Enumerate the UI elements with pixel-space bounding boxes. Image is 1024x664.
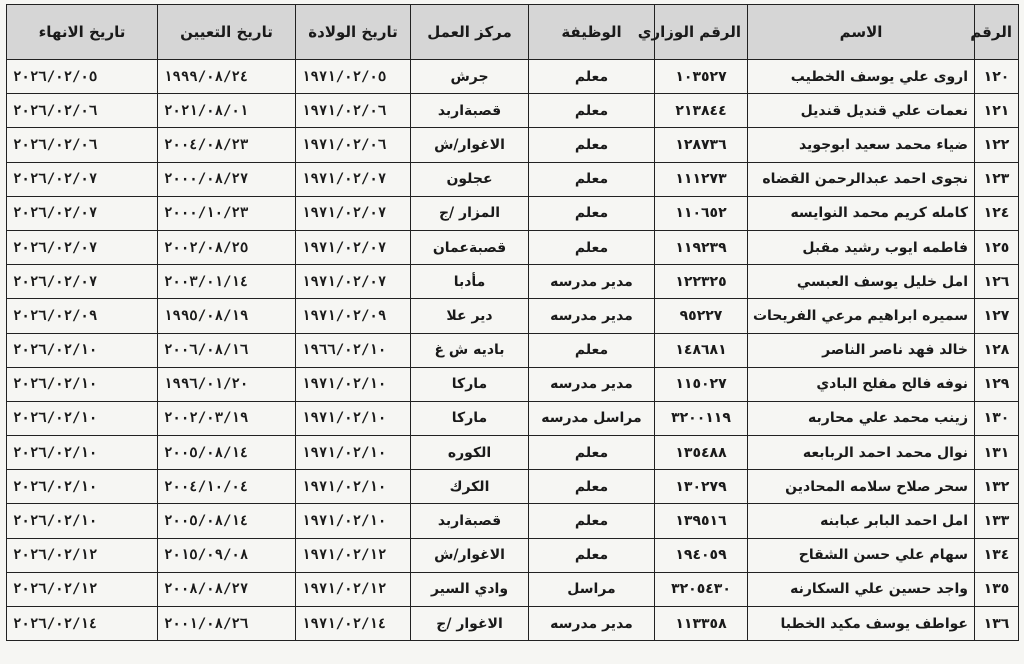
cell-end-date: ٢٠٢٦/٠٢/٠٦ (7, 128, 158, 162)
cell-end-date: ٢٠٢٦/٠٢/٠٧ (7, 265, 158, 299)
col-header-appointment-date: تاريخ التعيين (158, 5, 296, 60)
cell-birth-date: ١٩٧١/٠٢/١٠ (296, 367, 411, 401)
cell-number: ١٣٠ (975, 401, 1019, 435)
cell-ministry-number: ١٣٥٤٨٨ (655, 436, 748, 470)
table-row (7, 265, 1019, 299)
table-row (7, 436, 1019, 470)
cell-end-date: ٢٠٢٦/٠٢/٠٧ (7, 230, 158, 264)
cell-work-center: عجلون (411, 162, 529, 196)
cell-job: معلم (529, 60, 655, 94)
cell-work-center: الاغوار /ج (411, 607, 529, 641)
cell-birth-date: ١٩٧١/٠٢/٠٧ (296, 230, 411, 264)
header-row (7, 5, 1019, 60)
cell-appointment-date: ٢٠٠٣/٠١/١٤ (158, 265, 296, 299)
cell-number: ١٢٤ (975, 196, 1019, 230)
cell-name: نجوى احمد عبدالرحمن القضاه (748, 162, 975, 196)
table-row (7, 60, 1019, 94)
cell-number: ١٢٦ (975, 265, 1019, 299)
cell-appointment-date: ٢٠٠٢/٠٨/٢٥ (158, 230, 296, 264)
col-header-number: الرقم (975, 5, 1019, 60)
cell-end-date: ٢٠٢٦/٠٢/٠٧ (7, 162, 158, 196)
cell-number: ١٣٢ (975, 470, 1019, 504)
cell-work-center: جرش (411, 60, 529, 94)
cell-job: معلم (529, 162, 655, 196)
table-row (7, 401, 1019, 435)
table-body (7, 60, 1019, 641)
cell-job: معلم (529, 504, 655, 538)
cell-job: معلم (529, 333, 655, 367)
cell-birth-date: ١٩٧١/٠٢/١٢ (296, 538, 411, 572)
cell-number: ١٢١ (975, 94, 1019, 128)
cell-name: نوال محمد احمد الربابعه (748, 436, 975, 470)
table-row (7, 470, 1019, 504)
cell-ministry-number: ١١١٢٧٣ (655, 162, 748, 196)
cell-appointment-date: ٢٠٠٠/١٠/٢٣ (158, 196, 296, 230)
cell-birth-date: ١٩٧١/٠٢/٠٧ (296, 162, 411, 196)
cell-ministry-number: ١٢٨٧٣٦ (655, 128, 748, 162)
cell-birth-date: ١٩٧١/٠٢/٠٥ (296, 60, 411, 94)
table-row (7, 538, 1019, 572)
table-row (7, 196, 1019, 230)
cell-number: ١٢٨ (975, 333, 1019, 367)
cell-ministry-number: ١١٩٢٣٩ (655, 230, 748, 264)
cell-name: سهام علي حسن الشقاح (748, 538, 975, 572)
cell-appointment-date: ٢٠٠٤/٠٨/٢٣ (158, 128, 296, 162)
cell-name: كامله كريم محمد النوايسه (748, 196, 975, 230)
cell-name: سحر صلاح سلامه المحادين (748, 470, 975, 504)
cell-end-date: ٢٠٢٦/٠٢/١٠ (7, 504, 158, 538)
cell-job: معلم (529, 94, 655, 128)
col-header-end-date: تاريخ الانهاء (7, 5, 158, 60)
cell-work-center: ماركا (411, 401, 529, 435)
cell-name: خالد فهد ناصر الناصر (748, 333, 975, 367)
col-header-work-center: مركز العمل (411, 5, 529, 60)
cell-number: ١٣٦ (975, 607, 1019, 641)
col-header-birth-date: تاريخ الولادة (296, 5, 411, 60)
col-header-job: الوظيفة (529, 5, 655, 60)
cell-appointment-date: ٢٠٠٥/٠٨/١٤ (158, 436, 296, 470)
cell-work-center: ماركا (411, 367, 529, 401)
cell-birth-date: ١٩٧١/٠٢/١٤ (296, 607, 411, 641)
cell-appointment-date: ٢٠٠١/٠٨/٢٦ (158, 607, 296, 641)
cell-birth-date: ١٩٧١/٠٢/٠٩ (296, 299, 411, 333)
cell-ministry-number: ١٣٩٥١٦ (655, 504, 748, 538)
cell-end-date: ٢٠٢٦/٠٢/٠٦ (7, 94, 158, 128)
table-row (7, 128, 1019, 162)
cell-job: معلم (529, 436, 655, 470)
table-row (7, 230, 1019, 264)
cell-job: مدير مدرسه (529, 607, 655, 641)
cell-work-center: المزار /ج (411, 196, 529, 230)
cell-number: ١٣٥ (975, 572, 1019, 606)
cell-name: سميره ابراهيم مرعي الفريحات (748, 299, 975, 333)
cell-name: زينب محمد علي محاربه (748, 401, 975, 435)
cell-job: معلم (529, 538, 655, 572)
cell-appointment-date: ٢٠٠٠/٠٨/٢٧ (158, 162, 296, 196)
col-header-name: الاسم (748, 5, 975, 60)
cell-work-center: وادي السير (411, 572, 529, 606)
cell-job: مراسل مدرسه (529, 401, 655, 435)
cell-job: مدير مدرسه (529, 367, 655, 401)
table-row (7, 94, 1019, 128)
table-row (7, 367, 1019, 401)
cell-name: امل خليل يوسف العبسي (748, 265, 975, 299)
cell-birth-date: ١٩٧١/٠٢/٠٧ (296, 196, 411, 230)
table-row (7, 504, 1019, 538)
cell-ministry-number: ١١٥٠٢٧ (655, 367, 748, 401)
cell-appointment-date: ٢٠٠٤/١٠/٠٤ (158, 470, 296, 504)
cell-name: فاطمه ايوب رشيد مقبل (748, 230, 975, 264)
cell-job: مدير مدرسه (529, 299, 655, 333)
cell-appointment-date: ١٩٩٥/٠٨/١٩ (158, 299, 296, 333)
cell-end-date: ٢٠٢٦/٠٢/٠٧ (7, 196, 158, 230)
cell-end-date: ٢٠٢٦/٠٢/١٠ (7, 470, 158, 504)
cell-job: مراسل (529, 572, 655, 606)
cell-ministry-number: ١٣٠٢٧٩ (655, 470, 748, 504)
cell-birth-date: ١٩٧١/٠٢/١٠ (296, 401, 411, 435)
cell-ministry-number: ١٢٢٣٢٥ (655, 265, 748, 299)
cell-birth-date: ١٩٧١/٠٢/٠٦ (296, 94, 411, 128)
cell-birth-date: ١٩٧١/٠٢/١٠ (296, 470, 411, 504)
cell-number: ١٢٧ (975, 299, 1019, 333)
table-row (7, 607, 1019, 641)
cell-end-date: ٢٠٢٦/٠٢/١٢ (7, 538, 158, 572)
cell-ministry-number: ٩٥٢٢٧ (655, 299, 748, 333)
cell-appointment-date: ٢٠٠٨/٠٨/٢٧ (158, 572, 296, 606)
cell-job: معلم (529, 128, 655, 162)
cell-job: معلم (529, 470, 655, 504)
employees-table (6, 4, 1019, 641)
cell-work-center: دير علا (411, 299, 529, 333)
cell-work-center: قصبةعمان (411, 230, 529, 264)
cell-work-center: قصبةاربد (411, 504, 529, 538)
cell-end-date: ٢٠٢٦/٠٢/١٤ (7, 607, 158, 641)
cell-number: ١٣١ (975, 436, 1019, 470)
table-row (7, 572, 1019, 606)
cell-birth-date: ١٩٧١/٠٢/١٠ (296, 436, 411, 470)
cell-end-date: ٢٠٢٦/٠٢/١٠ (7, 367, 158, 401)
cell-job: مدير مدرسه (529, 265, 655, 299)
cell-ministry-number: ١٩٤٠٥٩ (655, 538, 748, 572)
cell-number: ١٢٠ (975, 60, 1019, 94)
cell-number: ١٢٥ (975, 230, 1019, 264)
cell-end-date: ٢٠٢٦/٠٢/٠٩ (7, 299, 158, 333)
cell-ministry-number: ١١٠٦٥٢ (655, 196, 748, 230)
cell-appointment-date: ٢٠٠٥/٠٨/١٤ (158, 504, 296, 538)
cell-work-center: باديه ش غ (411, 333, 529, 367)
cell-ministry-number: ٢١٣٨٤٤ (655, 94, 748, 128)
cell-birth-date: ١٩٦٦/٠٢/١٠ (296, 333, 411, 367)
cell-end-date: ٢٠٢٦/٠٢/١٠ (7, 333, 158, 367)
cell-name: ضياء محمد سعيد ابوجويد (748, 128, 975, 162)
cell-work-center: الكرك (411, 470, 529, 504)
cell-appointment-date: ٢٠١٥/٠٩/٠٨ (158, 538, 296, 572)
cell-ministry-number: ١٠٣٥٢٧ (655, 60, 748, 94)
cell-appointment-date: ٢٠٠٢/٠٣/١٩ (158, 401, 296, 435)
cell-end-date: ٢٠٢٦/٠٢/١٢ (7, 572, 158, 606)
cell-appointment-date: ٢٠٠٦/٠٨/١٦ (158, 333, 296, 367)
table-row (7, 162, 1019, 196)
cell-name: عواطف يوسف مكيد الخطبا (748, 607, 975, 641)
table-row (7, 299, 1019, 333)
cell-name: اروى علي يوسف الخطيب (748, 60, 975, 94)
cell-name: واجد حسين علي السكارنه (748, 572, 975, 606)
cell-number: ١٣٣ (975, 504, 1019, 538)
cell-birth-date: ١٩٧١/٠٢/٠٧ (296, 265, 411, 299)
cell-ministry-number: ١١٣٣٥٨ (655, 607, 748, 641)
cell-appointment-date: ١٩٩٩/٠٨/٢٤ (158, 60, 296, 94)
cell-job: معلم (529, 230, 655, 264)
cell-name: نعمات علي قنديل قنديل (748, 94, 975, 128)
cell-name: امل احمد البابر عبابنه (748, 504, 975, 538)
cell-appointment-date: ١٩٩٦/٠١/٢٠ (158, 367, 296, 401)
cell-birth-date: ١٩٧١/٠٢/١٠ (296, 504, 411, 538)
cell-job: معلم (529, 196, 655, 230)
cell-work-center: مأدبا (411, 265, 529, 299)
cell-ministry-number: ٣٢٠٥٤٣٠ (655, 572, 748, 606)
cell-end-date: ٢٠٢٦/٠٢/١٠ (7, 436, 158, 470)
cell-work-center: الاغوار/ش (411, 538, 529, 572)
cell-work-center: الاغوار/ش (411, 128, 529, 162)
cell-end-date: ٢٠٢٦/٠٢/١٠ (7, 401, 158, 435)
cell-ministry-number: ٣٢٠٠١١٩ (655, 401, 748, 435)
cell-work-center: قصبةاربد (411, 94, 529, 128)
cell-appointment-date: ٢٠٢١/٠٨/٠١ (158, 94, 296, 128)
cell-number: ١٢٢ (975, 128, 1019, 162)
table-row (7, 333, 1019, 367)
cell-birth-date: ١٩٧١/٠٢/١٢ (296, 572, 411, 606)
cell-number: ١٢٩ (975, 367, 1019, 401)
cell-name: نوفه فالح مفلح البادي (748, 367, 975, 401)
cell-number: ١٣٤ (975, 538, 1019, 572)
cell-ministry-number: ١٤٨٦٨١ (655, 333, 748, 367)
cell-number: ١٢٣ (975, 162, 1019, 196)
table-header (7, 5, 1019, 60)
col-header-ministry-number: الرقم الوزاري (655, 5, 748, 60)
cell-end-date: ٢٠٢٦/٠٢/٠٥ (7, 60, 158, 94)
cell-work-center: الكوره (411, 436, 529, 470)
cell-birth-date: ١٩٧١/٠٢/٠٦ (296, 128, 411, 162)
